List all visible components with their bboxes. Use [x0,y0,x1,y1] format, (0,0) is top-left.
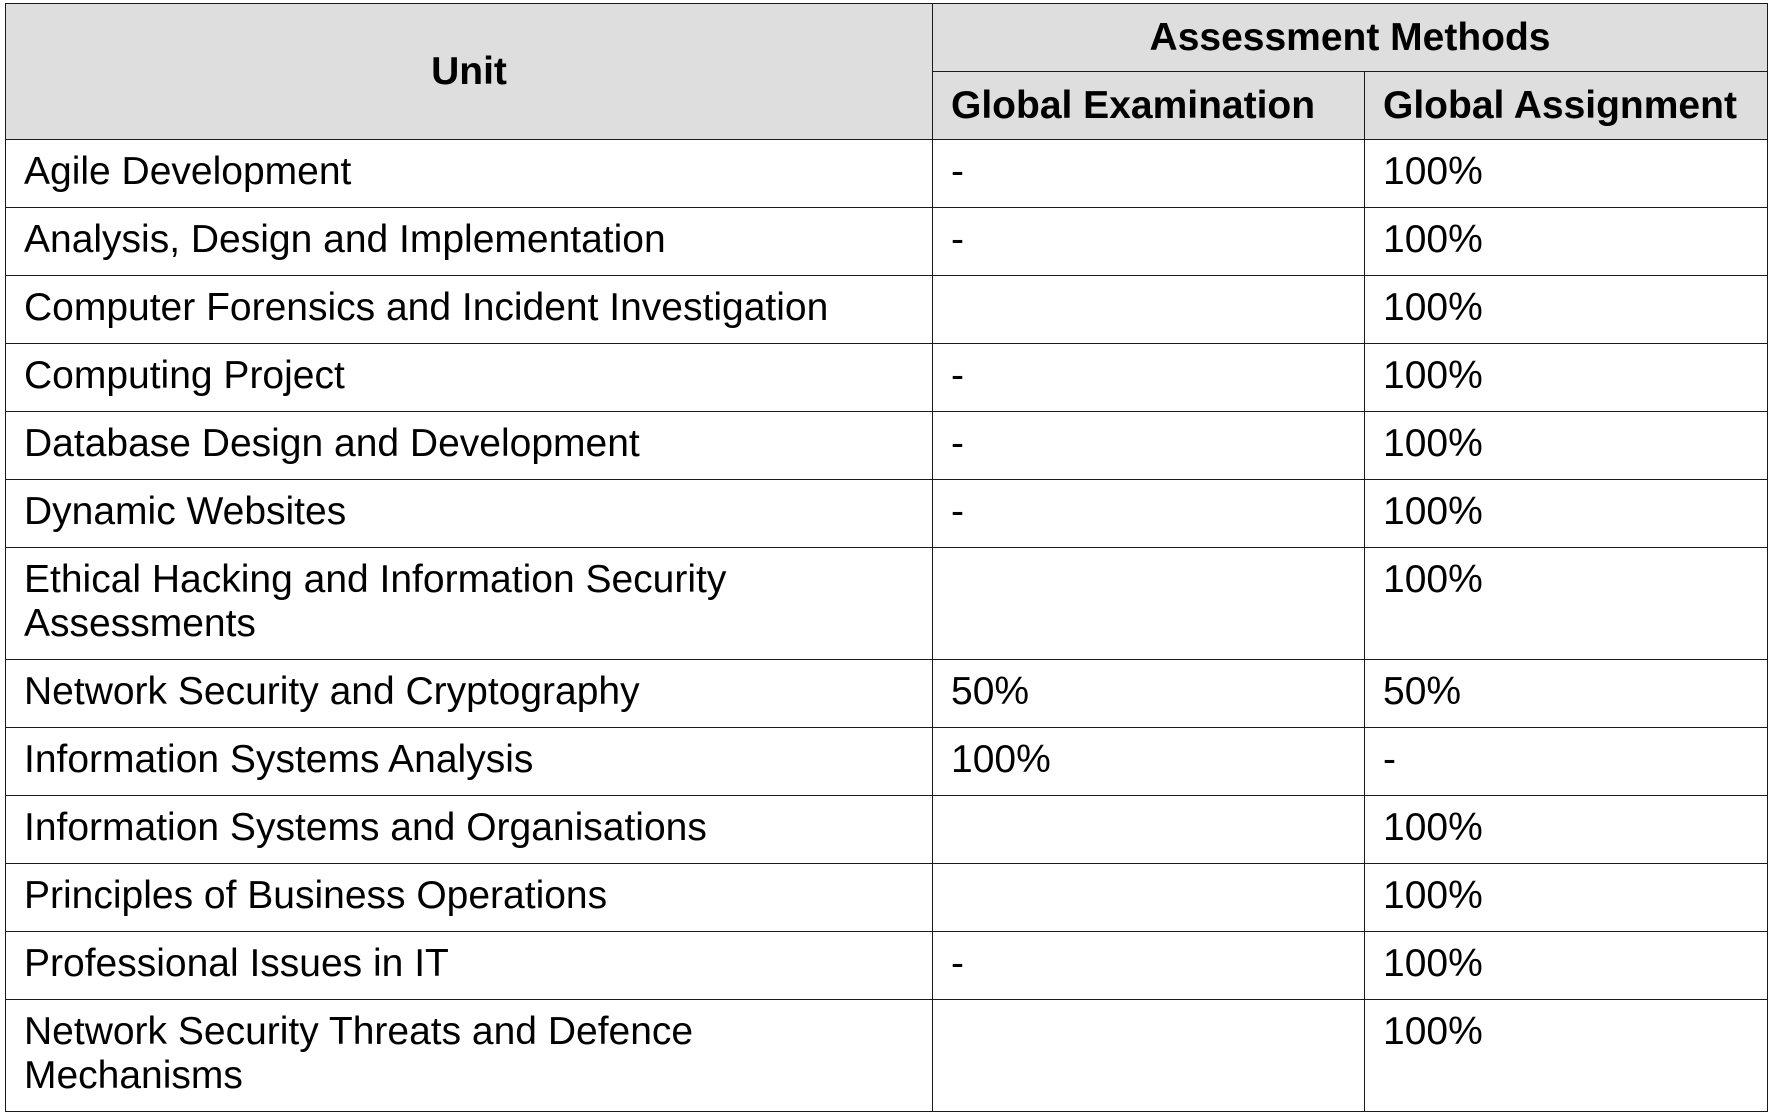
table-row [6,140,1768,208]
table-row [6,412,1768,480]
exam-cell [933,276,1365,344]
table-row [6,728,1768,796]
table-row [6,480,1768,548]
unit-cell: Dynamic Websites [6,480,933,548]
assignment-cell: 100% [1365,1000,1768,1112]
assignment-cell: 100% [1365,932,1768,1000]
header-global-assignment: Global Assignment [1365,72,1768,140]
unit-cell: Professional Issues in IT [6,932,933,1000]
unit-cell: Database Design and Development [6,412,933,480]
unit-cell: Network Security and Cryptography [6,660,933,728]
assignment-cell: 100% [1365,276,1768,344]
exam-cell [933,864,1365,932]
unit-cell: Network Security Threats and Defence Mechanisms [6,1000,933,1112]
exam-cell [933,1000,1365,1112]
assignment-cell: 100% [1365,864,1768,932]
exam-cell: - [933,932,1365,1000]
exam-cell [933,548,1365,660]
table-row [6,796,1768,864]
unit-cell: Ethical Hacking and Information Security Assessments [6,548,933,660]
assessment-methods-table [5,3,1768,1112]
unit-cell: Computer Forensics and Incident Investigation [6,276,933,344]
unit-cell: Principles of Business Operations [6,864,933,932]
exam-cell: - [933,140,1365,208]
table-row [6,864,1768,932]
table-row [6,932,1768,1000]
table-row [6,1000,1768,1112]
assignment-cell: 100% [1365,480,1768,548]
exam-cell: 50% [933,660,1365,728]
exam-cell: 100% [933,728,1365,796]
header-row-top [6,4,1768,72]
header-unit: Unit [6,4,933,140]
assignment-cell: 100% [1365,344,1768,412]
header-global-examination: Global Examination [933,72,1365,140]
unit-cell: Analysis, Design and Implementation [6,208,933,276]
assignment-cell: - [1365,728,1768,796]
exam-cell: - [933,344,1365,412]
unit-cell: Computing Project [6,344,933,412]
table-row [6,660,1768,728]
table-row [6,276,1768,344]
table-body [6,140,1768,1112]
header-assessment-methods: Assessment Methods [933,4,1768,72]
exam-cell: - [933,412,1365,480]
table-row [6,344,1768,412]
table-row [6,208,1768,276]
table-row [6,548,1768,660]
unit-cell: Information Systems and Organisations [6,796,933,864]
assignment-cell: 100% [1365,140,1768,208]
unit-cell: Agile Development [6,140,933,208]
exam-cell: - [933,480,1365,548]
assignment-cell: 50% [1365,660,1768,728]
assignment-cell: 100% [1365,548,1768,660]
unit-cell: Information Systems Analysis [6,728,933,796]
assignment-cell: 100% [1365,796,1768,864]
assignment-cell: 100% [1365,208,1768,276]
exam-cell [933,796,1365,864]
table-header [6,4,1768,140]
exam-cell: - [933,208,1365,276]
assignment-cell: 100% [1365,412,1768,480]
